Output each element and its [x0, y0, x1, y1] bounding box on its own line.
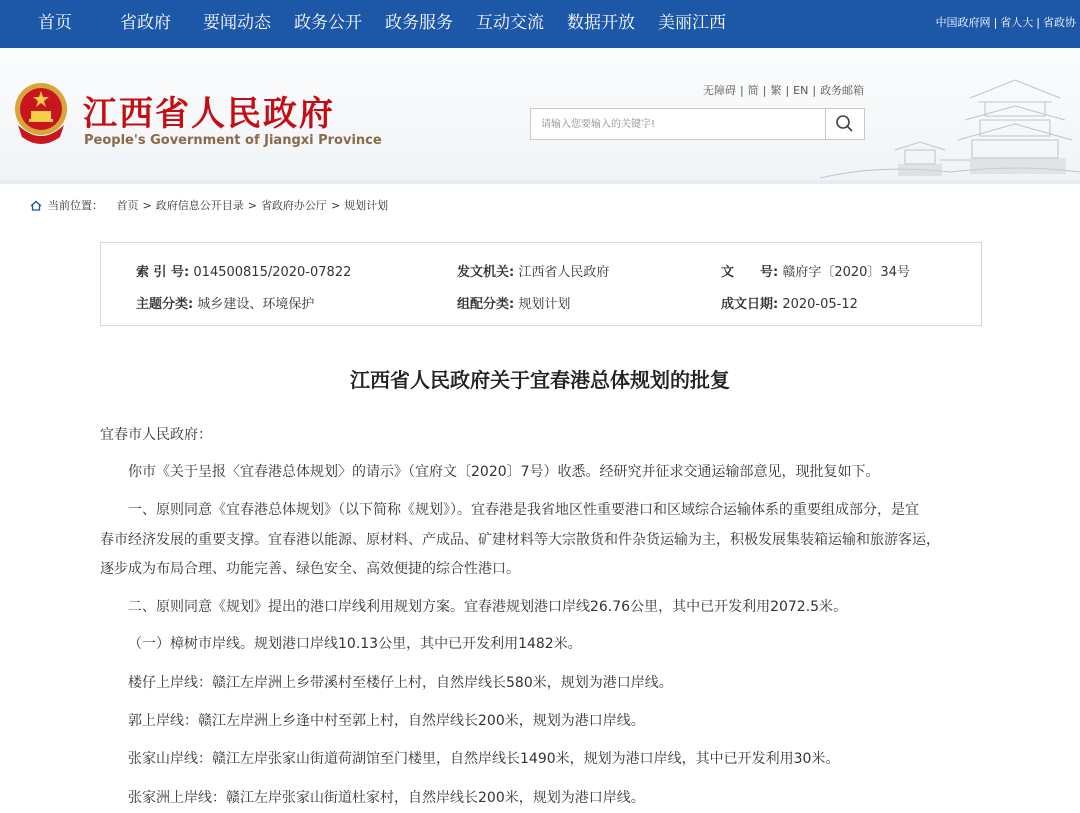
divider: |	[812, 84, 817, 97]
divider: |	[740, 84, 744, 97]
paragraph: 你市《关于呈报〈宜春港总体规划〉的请示》（宜府文〔2020〕7号）收悉。经研究并征求交通运输部意见，现批复如下。	[128, 464, 880, 480]
meta-index	[136, 261, 351, 280]
divider: |	[1036, 16, 1040, 29]
national-emblem-logo[interactable]	[12, 81, 70, 145]
breadcrumb-general-office[interactable]: 省政府办公厅	[260, 199, 327, 212]
nav-item-home[interactable]: 首页	[38, 13, 72, 33]
meta-docno-label: 文 号:	[721, 265, 779, 280]
paragraph-continuation: 春市经济发展的重要支撑。宜春港以能源、原材料、产成品、矿建材料等大宗散货和件杂货运输为主，积极发展集装箱运输和旅游客运，	[100, 532, 940, 548]
meta-docno	[721, 261, 910, 280]
meta-date-value: 2020-05-12	[782, 297, 858, 312]
breadcrumb-label: 当前位置：	[48, 199, 103, 212]
paragraph: 二、原则同意《规划》提出的港口岸线利用规划方案。宜春港规划港口岸线26.76公里，其中已开发利用2072.5米。	[128, 599, 848, 615]
search-input[interactable]	[531, 109, 827, 139]
site-title[interactable]: 江西省人民政府	[83, 94, 335, 134]
link-china-gov[interactable]: 中国政府网	[935, 16, 991, 29]
nav-item-gov-services[interactable]: 政务服务	[385, 13, 453, 33]
nav-item-provincial-gov[interactable]: 省政府	[120, 13, 171, 33]
paragraph: （一）樟树市岸线。规划港口岸线10.13公里，其中已开发利用1482米。	[128, 636, 582, 652]
nav-item-gov-affairs-open[interactable]: 政务公开	[294, 13, 362, 33]
breadcrumb	[30, 197, 388, 213]
divider: |	[762, 84, 767, 97]
link-provincial-cppcc[interactable]: 省政协	[1043, 16, 1076, 29]
nav-item-interaction[interactable]: 互动交流	[476, 13, 544, 33]
breadcrumb-info-catalog[interactable]: 政府信息公开目录	[155, 199, 244, 212]
paragraph: 楼仔上岸线：赣江左岸洲上乡带溪村至楼仔上村，自然岸线长580米，规划为港口岸线。	[128, 675, 673, 691]
meta-category	[457, 293, 570, 312]
breadcrumb-home[interactable]: 首页	[116, 199, 139, 212]
search-box	[530, 108, 865, 140]
link-english[interactable]: EN	[793, 84, 809, 97]
divider: |	[993, 16, 998, 29]
home-icon	[30, 200, 42, 211]
breadcrumb-planning[interactable]: 规划计划	[344, 199, 389, 212]
paragraph: 郭上岸线：赣江左岸洲上乡逢中村至郭上村，自然岸线长200米，规划为港口岸线。	[128, 713, 645, 729]
document-meta-box	[100, 242, 982, 326]
paragraph: 张家山岸线：赣江左岸张家山街道荷湖馆至门楼里，自然岸线长1490米，规划为港口岸线，其中已开发利用30米。	[128, 751, 840, 767]
link-traditional[interactable]: 繁	[770, 84, 782, 97]
nav-item-beautiful-jiangxi[interactable]: 美丽江西	[658, 13, 726, 33]
tengwang-pavilion-illustration	[820, 68, 1080, 184]
breadcrumb-separator: >	[330, 199, 341, 212]
meta-date-label: 成文日期:	[721, 297, 779, 312]
meta-date	[721, 293, 858, 312]
nav-right-links	[936, 0, 1076, 48]
link-gov-mailbox[interactable]: 政务邮箱	[820, 84, 865, 97]
top-nav	[0, 0, 1080, 48]
meta-topic-label: 主题分类:	[136, 297, 194, 312]
meta-issuer-value: 江西省人民政府	[518, 265, 610, 280]
nav-item-open-data[interactable]: 数据开放	[567, 13, 635, 33]
link-provincial-congress[interactable]: 省人大	[1000, 16, 1034, 29]
divider: |	[785, 84, 790, 97]
paragraph-continuation: 逐步成为布局合理、功能完善、绿色安全、高效便捷的综合性港口。	[100, 561, 520, 577]
document-title: 江西省人民政府关于宜春港总体规划的批复	[350, 368, 730, 392]
breadcrumb-separator: >	[247, 199, 257, 212]
meta-topic	[136, 293, 314, 312]
meta-index-value: 014500815/2020-07822	[193, 265, 352, 280]
meta-topic-value: 城乡建设、环境保护	[197, 297, 315, 312]
paragraph: 一、原则同意《宜春港总体规划》（以下简称《规划》）。宜春港是我省地区性重要港口和区域综合运输体系的重要组成部分，是宜	[128, 502, 919, 518]
link-accessibility[interactable]: 无障碍	[703, 84, 736, 97]
site-header	[0, 48, 1080, 184]
meta-category-label: 组配分类:	[457, 297, 515, 312]
site-title-english: People's Government of Jiangxi Province	[84, 133, 382, 148]
meta-category-value: 规划计划	[518, 297, 571, 312]
link-simplified[interactable]: 简	[747, 84, 759, 97]
breadcrumb-separator: >	[142, 199, 152, 212]
meta-index-label: 索 引 号:	[136, 265, 190, 280]
salutation: 宜春市人民政府：	[100, 427, 212, 443]
meta-issuer	[457, 261, 609, 280]
nav-item-news[interactable]: 要闻动态	[203, 13, 271, 33]
meta-issuer-label: 发文机关:	[457, 265, 515, 280]
paragraph: 张家洲上岸线：赣江左岸张家山街道杜家村，自然岸线长200米，规划为港口岸线。	[128, 790, 645, 806]
meta-docno-value: 赣府字〔2020〕34号	[782, 265, 910, 280]
